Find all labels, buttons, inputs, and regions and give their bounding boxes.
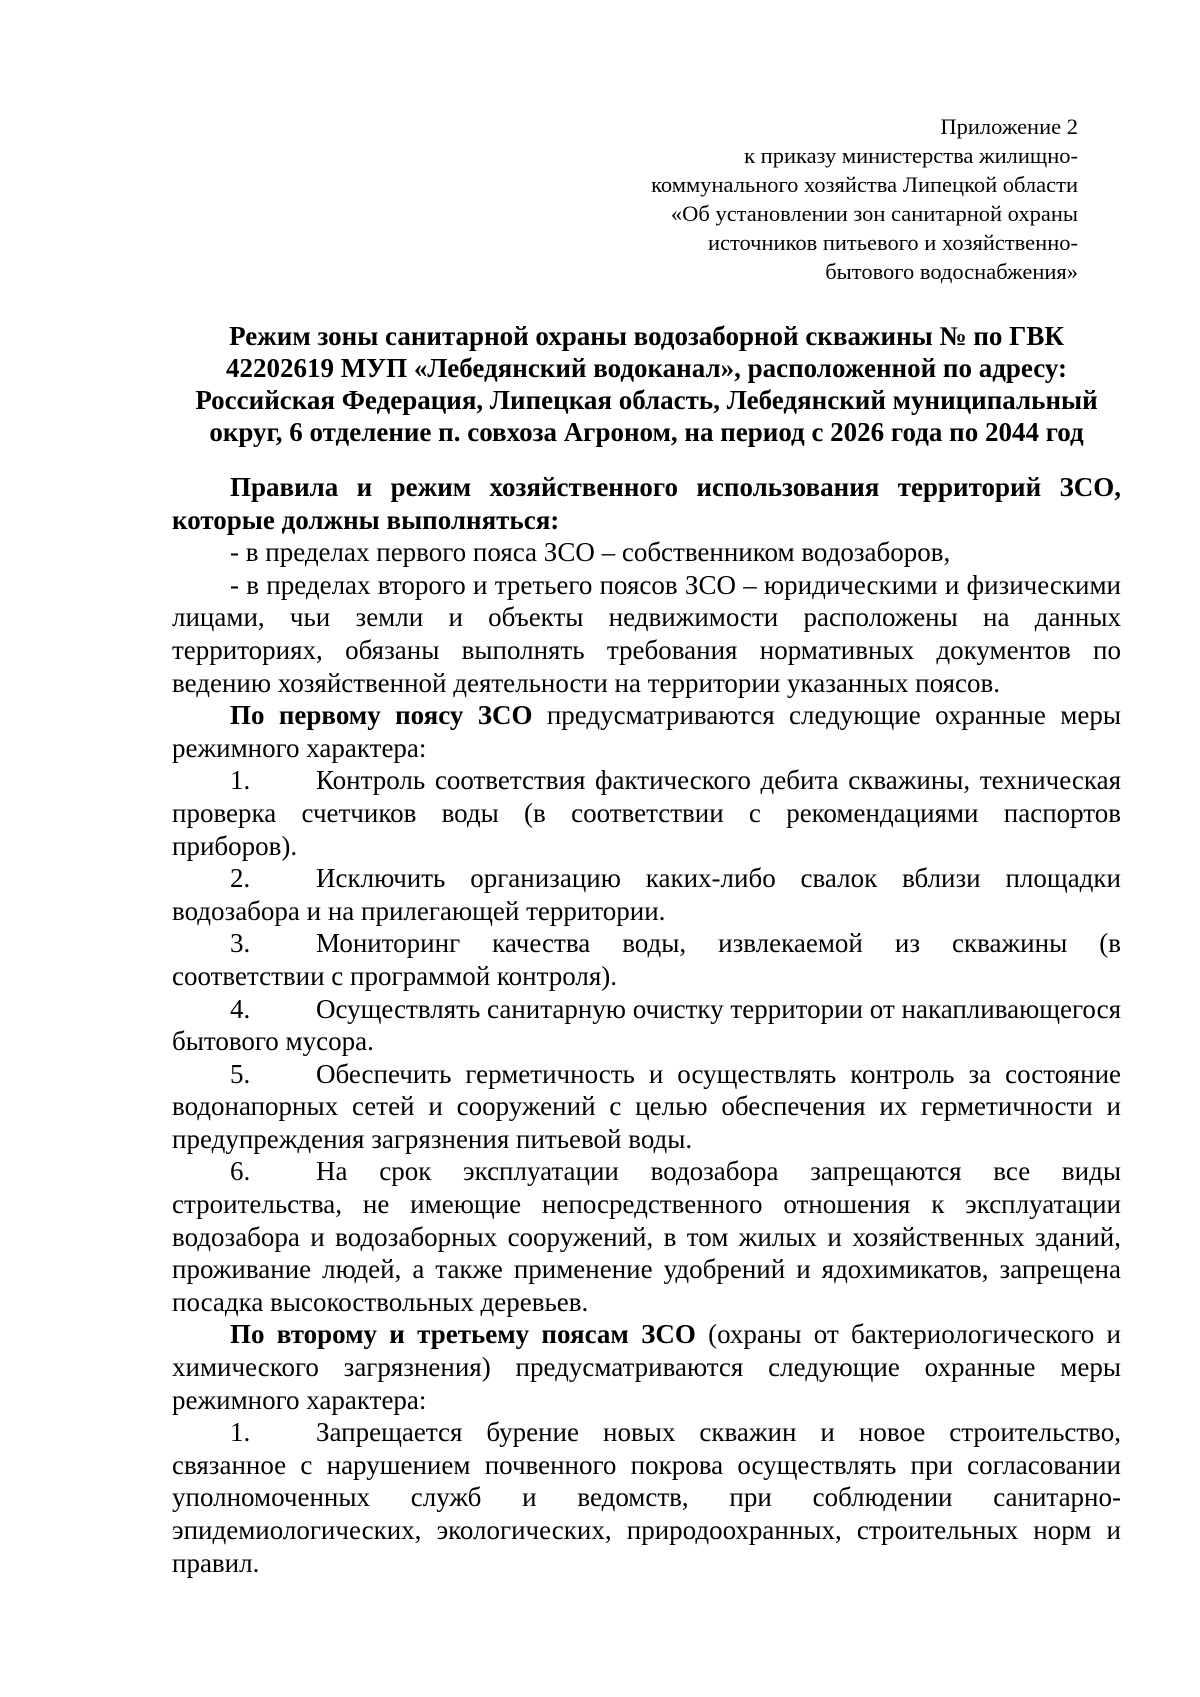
appendix-line: Приложение 2 — [940, 114, 1078, 139]
appendix-line: к приказу министерства жилищно- — [744, 143, 1078, 168]
item-number: 4. — [230, 993, 251, 1024]
title-line: округ, 6 отделение п. совхоза Агроном, на период с 2026 года по 2044 год — [209, 417, 1084, 447]
rules-item: - в пределах второго и третьего поясов ЗСО – юридическими и физическими лицами, чьи земли и объекты недвижимости расположены на данных территориях, обязаны выполнять требования нормативных документов по ведению хозяйственной деятельности на территории указанных поясов. — [172, 569, 1121, 698]
first-belt-intro-text: предусматриваются следующие охранные меры режимного характера: — [172, 700, 1121, 763]
document-title — [172, 320, 1121, 448]
first-belt-item — [172, 927, 1121, 992]
second-belt-intro-text: (охраны от бактериологического и химического загрязнения) предусматриваются следующие охранные меры режимного характера: — [172, 1319, 1121, 1415]
first-belt-item — [172, 764, 1121, 862]
second-belt-intro — [172, 1318, 1121, 1416]
item-number: 3. — [230, 928, 251, 959]
item-text: Мониторинг качества воды, извлекаемой из скважины (в соответствии с программой контроля). — [172, 928, 1121, 991]
title-line: Российская Федерация, Липецкая область, Лебедянский муниципальный — [195, 385, 1098, 415]
item-number: 6. — [230, 1156, 251, 1187]
first-belt-lead: По первому поясу ЗСО — [230, 700, 533, 731]
item-number: 1. — [230, 765, 251, 796]
item-number: 2. — [230, 863, 251, 894]
item-text: Осуществлять санитарную очистку территории от накапливающегося бытового мусора. — [172, 993, 1121, 1057]
item-text: Обеспечить герметичность и осуществлять контроль за состояние водонапорных сетей и сооружений с целью обеспечения их герметичности и предупреждения загрязнения питьевой воды. — [172, 1058, 1121, 1154]
appendix-line: коммунального хозяйства Липецкой области — [651, 172, 1078, 197]
item-text: Исключить организацию каких-либо свалок вблизи площадки водозабора и на прилегающей территории. — [172, 863, 1121, 926]
rules-item: - в пределах первого пояса ЗСО – собственником водозаборов, — [230, 537, 951, 568]
appendix-line: «Об установлении зон санитарной охраны — [670, 201, 1078, 226]
second-belt-lead: По второму и третьему поясам ЗСО — [230, 1319, 696, 1350]
item-text: Запрещается бурение новых скважин и новое строительство, связанное с нарушением почвенного покрова осуществлять при согласовании уполномоченных служб и ведомств, при соблюдении санитарно-эпидемиологических, экологических, природоохранных, строительных норм и правил. — [172, 1417, 1121, 1578]
second-belt-item — [172, 1416, 1121, 1579]
rules-heading: Правила и режим хозяйственного использования территорий ЗСО, которые должны выполняться: — [172, 472, 1121, 535]
item-text: На срок эксплуатации водозабора запрещаются все виды строительства, не имеющие непосредственного отношения к эксплуатации водозабора и водозаборных сооружений, в том жилых и хозяйственных зданий, проживание людей, а также применение удобрений и ядохимикатов, запрещена посадка высокоствольных деревьев. — [172, 1156, 1121, 1317]
first-belt-intro — [172, 699, 1121, 764]
title-line: Режим зоны санитарной охраны водозаборной скважины № по ГВК — [229, 321, 1064, 351]
appendix-line: источников питьевого и хозяйственно- — [707, 230, 1078, 255]
first-belt-item — [172, 993, 1121, 1058]
first-belt-item — [172, 1155, 1121, 1318]
first-belt-item — [172, 862, 1121, 927]
appendix-line: бытового водоснабжения» — [825, 259, 1078, 284]
appendix-header — [172, 112, 1078, 286]
document-body — [172, 471, 1121, 1579]
item-text: Контроль соответствия фактического дебита скважины, техническая проверка счетчиков воды (в соответствии с рекомендациями паспортов приборов). — [172, 765, 1121, 861]
first-belt-item — [172, 1058, 1121, 1156]
item-number: 1. — [230, 1417, 251, 1448]
item-number: 5. — [230, 1058, 251, 1089]
title-line: 42202619 МУП «Лебедянский водоканал», расположенной по адресу: — [226, 353, 1067, 383]
